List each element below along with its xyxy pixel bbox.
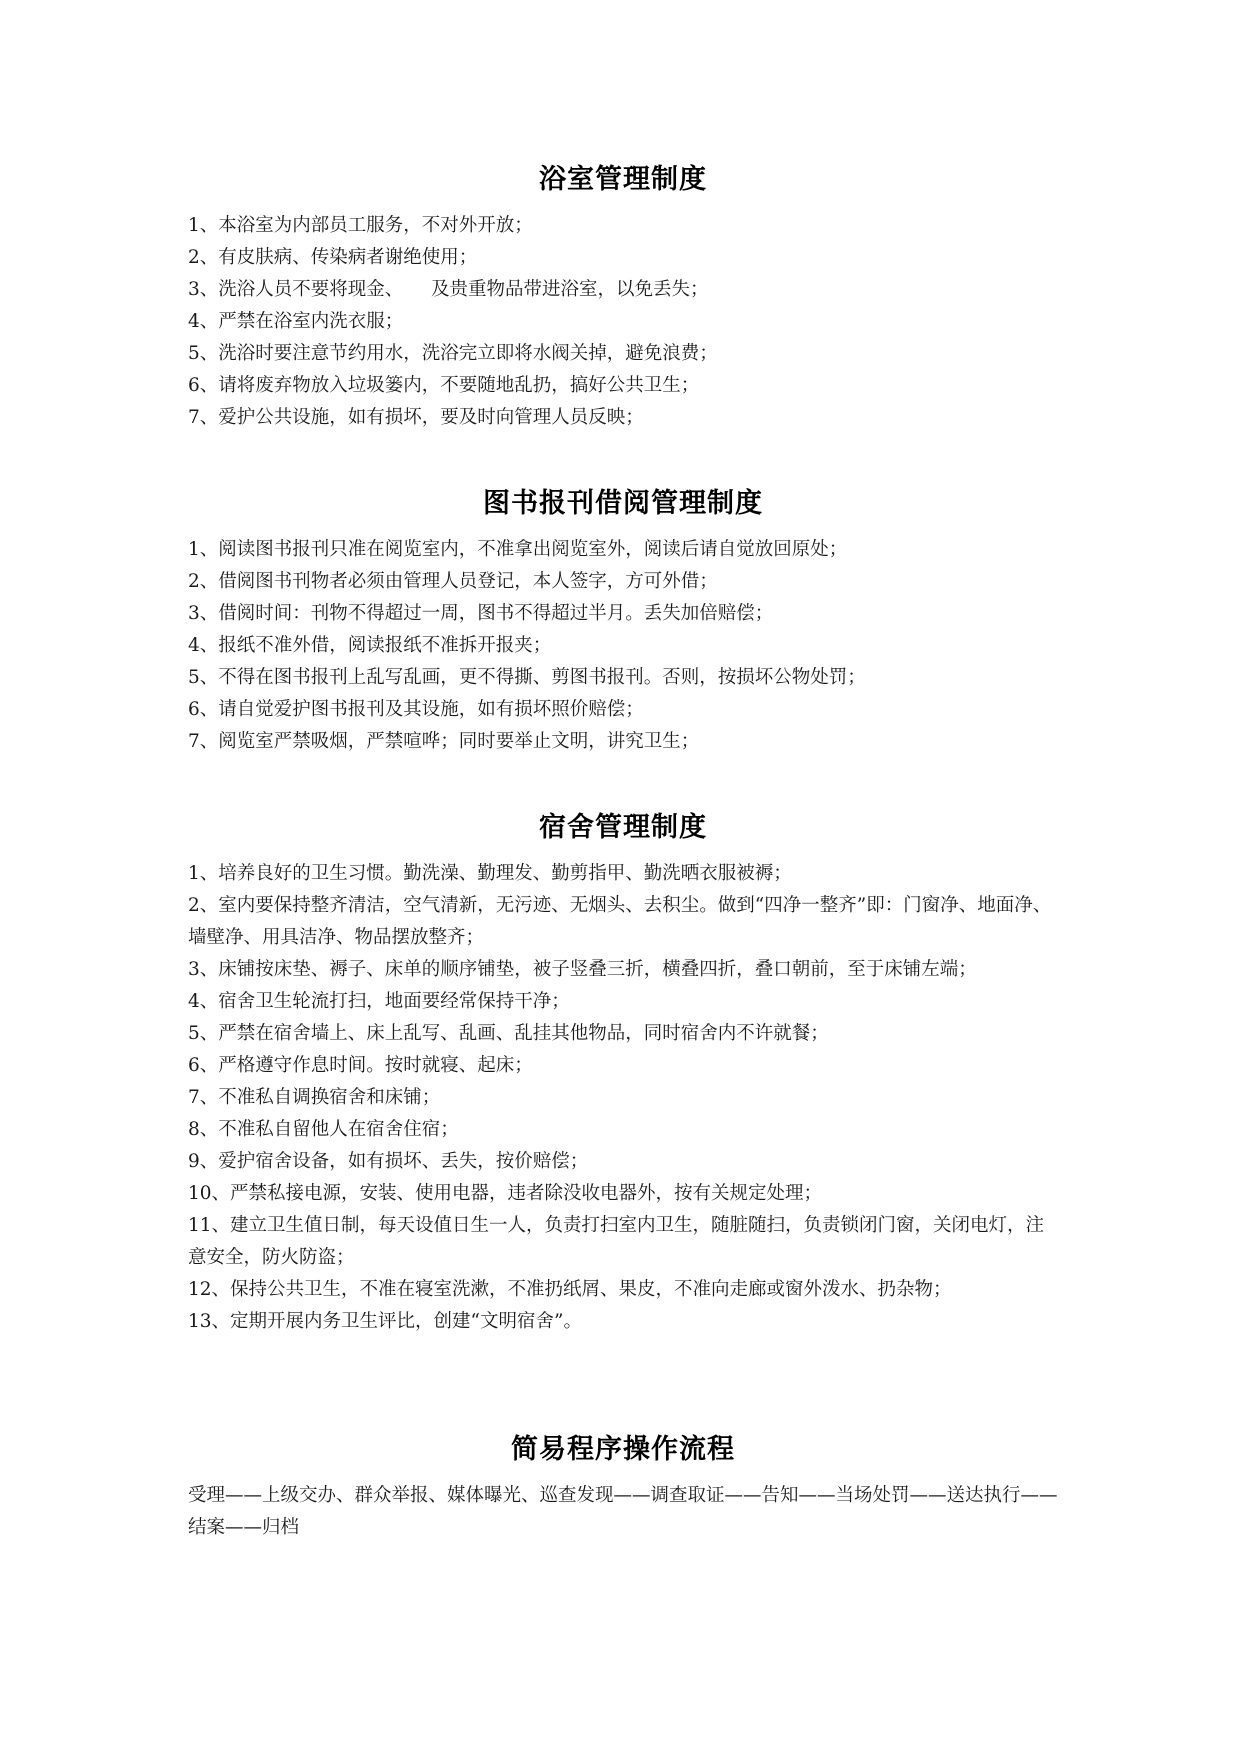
bathroom-rule-item: 6、请将废弃物放入垃圾篓内，不要随地乱扔，搞好公共卫生； [188, 375, 700, 396]
procedure-flow-text: 受理——上级交办、群众举报、媒体曝光、巡查发现——调查取证——告知——当场处罚——送达执行——结案——归档 [188, 1485, 1058, 1538]
bathroom-rule-item: 2、有皮肤病、传染病者谢绝使用； [188, 247, 478, 268]
dormitory-rule-item: 9、爱护宿舍设备，如有损坏、丢失，按价赔偿； [188, 1151, 589, 1172]
procedure-title: 简易程序操作流程 [511, 1434, 735, 1465]
library-rule-item: 6、请自觉爱护图书报刊及其设施，如有损坏照价赔偿； [188, 699, 644, 720]
dormitory-rules-title: 宿舍管理制度 [539, 812, 707, 843]
dormitory-rule-item: 10、严禁私接电源，安装、使用电器，违者除没收电器外，按有关规定处理； [188, 1183, 823, 1204]
dormitory-rule-item: 5、严禁在宿舍墙上、床上乱写、乱画、乱挂其他物品，同时宿舍内不许就餐； [188, 1023, 829, 1044]
bathroom-rules-title: 浴室管理制度 [539, 164, 707, 195]
library-rule-item: 1、阅读图书报刊只准在阅览室内，不准拿出阅览室外，阅读后请自觉放回原处； [188, 539, 848, 560]
dormitory-rule-item: 8、不准私自留他人在宿舍住宿； [188, 1119, 459, 1140]
dormitory-rule-item: 3、床铺按床垫、褥子、床单的顺序铺垫，被子竖叠三折，横叠四折，叠口朝前，至于床铺左端； [188, 959, 977, 980]
library-rules-title: 图书报刊借阅管理制度 [483, 488, 763, 519]
library-rule-item: 2、借阅图书刊物者必须由管理人员登记，本人签字，方可外借； [188, 571, 718, 592]
dormitory-rule-item: 7、不准私自调换宿舍和床铺； [188, 1087, 441, 1108]
dormitory-rule-item: 4、宿舍卫生轮流打扫，地面要经常保持干净； [188, 991, 570, 1012]
dormitory-rule-item: 13、定期开展内务卫生评比，创建“文明宿舍”。 [188, 1311, 582, 1332]
dormitory-rule-item: 6、严格遵守作息时间。按时就寝、起床； [188, 1055, 533, 1076]
bathroom-rule-item: 7、爱护公共设施，如有损坏，要及时向管理人员反映； [188, 407, 644, 428]
dormitory-rule-item: 12、保持公共卫生，不准在寝室洗漱，不准扔纸屑、果皮，不准向走廊或窗外泼水、扔杂物； [188, 1279, 952, 1300]
bathroom-rules-section [188, 160, 1058, 434]
library-rule-item: 7、阅览室严禁吸烟，严禁喧哗；同时要举止文明，讲究卫生； [188, 731, 700, 752]
dormitory-rule-item: 1、培养良好的卫生习惯。勤洗澡、勤理发、勤剪指甲、勤洗晒衣服被褥； [188, 863, 792, 884]
library-rules-section [188, 484, 1058, 758]
library-rule-item: 5、不得在图书报刊上乱写乱画，更不得撕、剪图书报刊。否则，按损坏公物处罚； [188, 667, 866, 688]
bathroom-rule-item: 5、洗浴时要注意节约用水，洗浴完立即将水阀关掉，避免浪费； [188, 343, 718, 364]
bathroom-rule-item: 3、洗浴人员不要将现金、 及贵重物品带进浴室，以免丢失； [188, 279, 709, 300]
bathroom-rule-item: 1、本浴室为内部员工服务，不对外开放； [188, 215, 533, 236]
dormitory-rule-item: 2、室内要保持整齐清洁，空气清新，无污迹、无烟头、去积尘。做到“四净一整齐”即：门窗净、地面净、墙壁净、用具洁净、物品摆放整齐； [188, 895, 1052, 948]
bathroom-rule-item: 4、严禁在浴室内洗衣服； [188, 311, 404, 332]
dormitory-rule-item: 11、建立卫生值日制，每天设值日生一人，负责打扫室内卫生，随脏随扫，负责锁闭门窗，关闭电灯，注意安全，防火防盗； [188, 1215, 1045, 1268]
procedure-section [188, 1430, 1058, 1544]
dormitory-rules-section [188, 808, 1058, 1338]
library-rule-item: 4、报纸不准外借，阅读报纸不准拆开报夹； [188, 635, 552, 656]
library-rule-item: 3、借阅时间：刊物不得超过一周，图书不得超过半月。丢失加倍赔偿； [188, 603, 774, 624]
